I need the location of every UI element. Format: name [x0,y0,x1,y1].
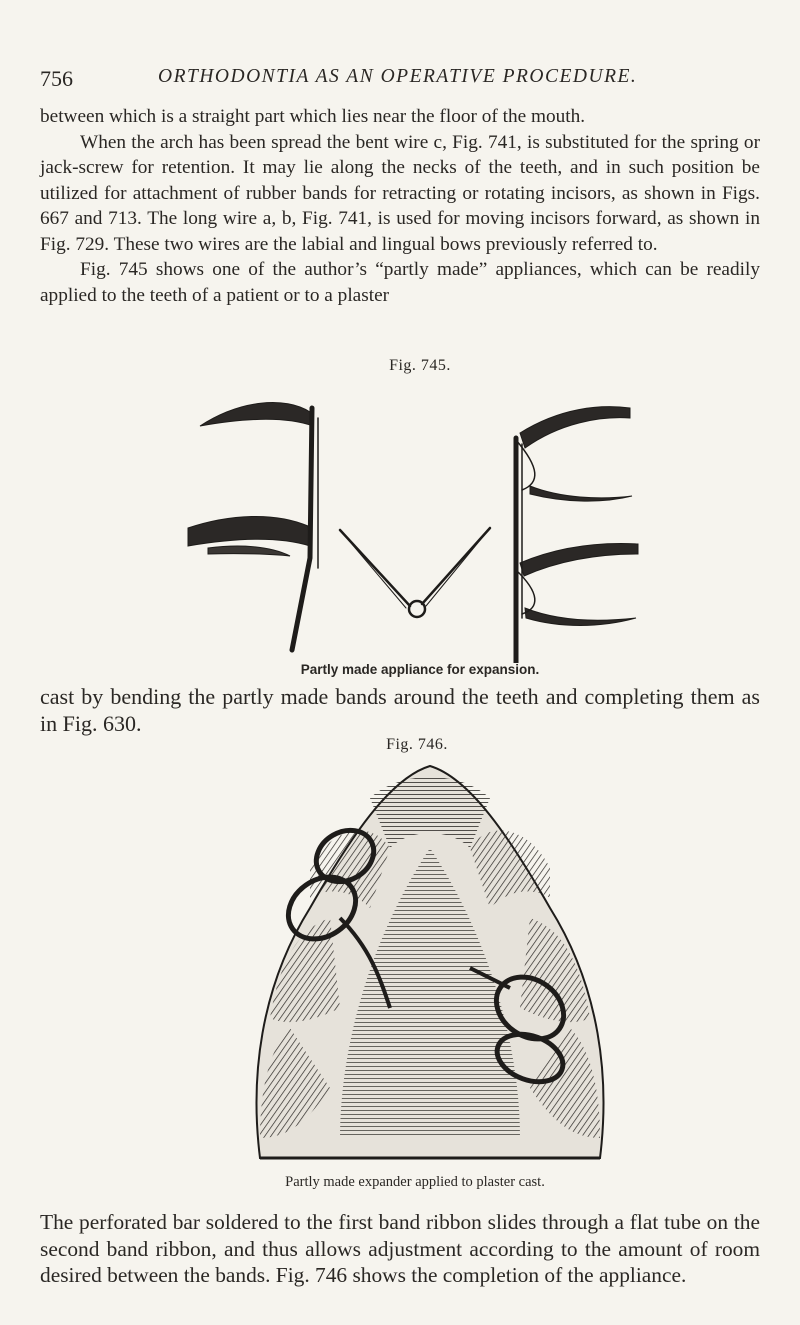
figure-745-caption: Partly made appliance for expansion. [300,662,540,677]
running-head: ORTHODONTIA AS AN OPERATIVE PROCEDURE. [158,66,638,87]
figure-746-illustration [230,758,630,1166]
paragraph-1-continuation: between which is a straight part which lies near the floor of the mouth. [40,106,586,127]
paragraph-2: cast by bending the partly made bands around the teeth and completing them as in Fig. 630. [40,684,760,736]
figure-745-label: Fig. 745. [389,357,451,374]
figure-745-illustration [160,378,680,663]
page-header [40,66,780,96]
page-number: 756 [40,66,73,91]
paragraph-1-second: When the arch has been spread the bent wire c, Fig. 741, is substituted for the spring or jack-screw for retention. It may lie along the necks of the teeth, and in such position be utilized for attachment of rubber bands for retracting or rotating incisors, as shown in Figs. 667 and 713. The long wire a, b, Fig. 741, is used for moving incisors forward, as shown in Fig. 729. These two wires are the labial and lingual bows previously referred to. [40,131,760,255]
paragraph-1 [40,104,760,308]
figure-746-caption: Partly made expander applied to plaster cast. [285,1174,545,1190]
figure-746-label: Fig. 746. [386,736,448,753]
paragraph-1-third: Fig. 745 shows one of the author’s “partly made” appliances, which can be readily applied to the teeth of a patient or to a plaster [40,259,760,306]
paragraph-3: The perforated bar soldered to the first band ribbon slides through a flat tube on the second band ribbon, and thus allows adjustment according to the amount of room desired between the bands. Fig. 746 shows the completion of the appliance. [40,1210,760,1288]
